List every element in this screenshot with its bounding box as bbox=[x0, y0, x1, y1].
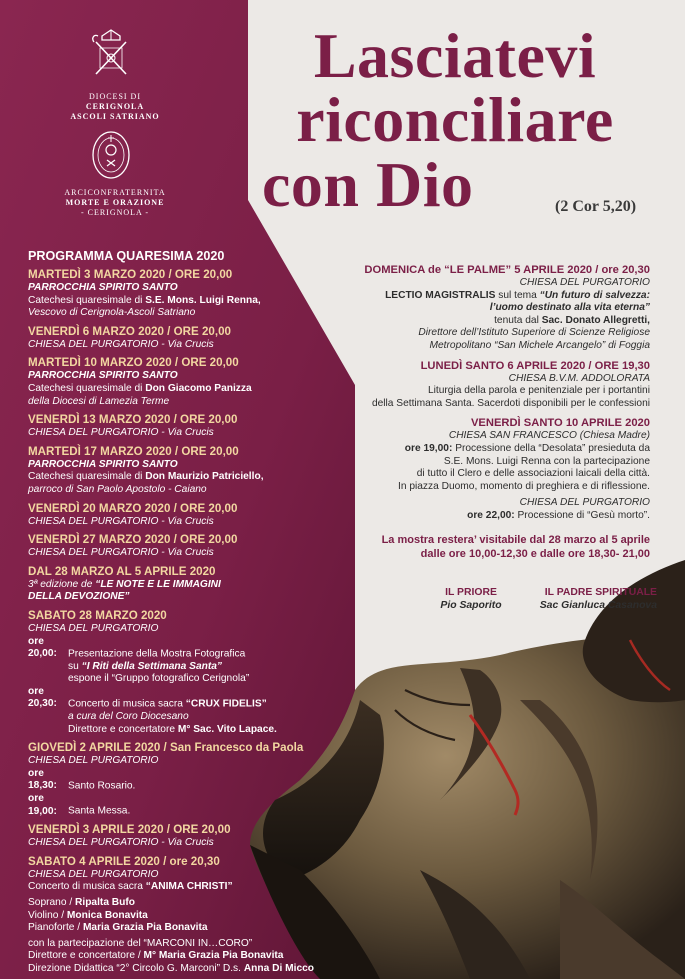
event-line: “Un futuro di salvezza: bbox=[539, 289, 650, 301]
event-line: Presentazione della Mostra Fotografica bbox=[68, 648, 246, 660]
event-line: di tutto il Clero e delle associazioni laicali della città. bbox=[416, 468, 650, 480]
event-line: Processione della “Desolata” presieduta da bbox=[452, 442, 650, 454]
event-2 bbox=[28, 325, 328, 352]
event-line: Santo Rosario. bbox=[68, 780, 136, 792]
event-line: S.E. Mons. Luigi Renna con la partecipazione bbox=[443, 455, 650, 467]
event-line: Direttore e concertatore / bbox=[28, 950, 144, 962]
event-speaker: Don Maurizio Patriciello, bbox=[145, 471, 264, 483]
event-12 bbox=[28, 855, 328, 976]
event-title-1: “LE NOTE E LE IMMAGINI bbox=[95, 578, 221, 590]
event-line: Concerto di musica sacra bbox=[28, 881, 146, 893]
event-date: DOMENICA de “LE PALME” 5 APRILE 2020 / ore 20,30 bbox=[364, 264, 650, 276]
event-date: VENERDÌ 27 MARZO 2020 / ORE 20,00 bbox=[28, 533, 238, 547]
episcopal-coat-of-arms-icon bbox=[88, 28, 134, 82]
event-line: sul tema bbox=[495, 289, 540, 301]
event-time: ore 22,00: bbox=[467, 509, 515, 521]
event-line: Processione di “Gesù morto”. bbox=[514, 509, 650, 521]
event-venue: CHIESA DEL PURGATORIO - Via Crucis bbox=[28, 515, 214, 527]
signature-role: IL PADRE SPIRITUALE bbox=[544, 587, 657, 598]
event-date: MARTEDÌ 17 MARZO 2020 / ORE 20,00 bbox=[28, 444, 239, 458]
event-date: VENERDÌ 20 MARZO 2020 / ORE 20,00 bbox=[28, 501, 238, 515]
confraternity-line-1: ARCICONFRATERNITA bbox=[64, 188, 166, 197]
event-4 bbox=[28, 413, 328, 440]
event-venue: PARROCCHIA SPIRITO SANTO bbox=[28, 282, 178, 293]
event-time: ore 19,00: bbox=[28, 793, 57, 817]
event-line: “I Riti della Settimana Santa” bbox=[81, 660, 222, 672]
event-line: Anna Di Micco bbox=[243, 962, 315, 974]
confraternity-line-3: - CERIGNOLA - bbox=[80, 208, 150, 217]
event-venue: CHIESA DEL PURGATORIO bbox=[519, 277, 650, 288]
event-date: MARTEDÌ 10 MARZO 2020 / ORE 20,00 bbox=[28, 356, 239, 370]
event-5 bbox=[28, 445, 328, 497]
event-date: LUNEDÌ SANTO 6 APRILE 2020 / ORE 19,30 bbox=[420, 359, 650, 372]
signature-spiritual-father bbox=[527, 586, 657, 612]
event-line: Direttore dell’Istituto Superiore di Scienze Religiose bbox=[418, 327, 650, 339]
confraternity-line-2: MORTE E ORAZIONE bbox=[65, 198, 165, 207]
event-line: Metropolitano “San Michele Arcangelo” di Foggia bbox=[429, 339, 650, 351]
event-date: GIOVEDÌ 2 APRILE 2020 / San Francesco da Paola bbox=[28, 741, 304, 755]
event-line: su bbox=[68, 660, 82, 672]
diocese-line-3: ASCOLI SATRIANO bbox=[70, 112, 160, 121]
event-line: M° Maria Grazia Pia Bonavita bbox=[143, 950, 284, 962]
event-venue: CHIESA DEL PURGATORIO bbox=[28, 868, 159, 880]
event-line: Direttore e concertatore bbox=[68, 723, 178, 735]
event-line: della Settimana Santa. Sacerdoti disponibili per le confessioni bbox=[371, 397, 650, 409]
event-venue: PARROCCHIA SPIRITO SANTO bbox=[28, 458, 178, 470]
event-8 bbox=[28, 565, 328, 604]
event-venue: CHIESA DEL PURGATORIO - Via Crucis bbox=[28, 427, 214, 439]
diocese-label bbox=[60, 92, 170, 122]
event-date: SABATO 28 MARZO 2020 bbox=[28, 608, 167, 622]
event-line: Liturgia della parola e penitenziale per i portantini bbox=[427, 385, 650, 397]
event-line: Monica Bonavita bbox=[66, 909, 148, 921]
event-6 bbox=[28, 502, 328, 529]
event-text: Catechesi quaresimale di bbox=[28, 471, 146, 483]
signatures bbox=[435, 586, 655, 618]
event-venue: CHIESA DEL PURGATORIO - Via Crucis bbox=[28, 338, 214, 350]
event-line: Concerto di musica sacra bbox=[68, 698, 186, 710]
event-10 bbox=[28, 741, 328, 818]
event-line: con la partecipazione del “MARCONI IN…CORO” bbox=[28, 937, 253, 949]
event-line: l’uomo destinato alla vita eterna” bbox=[489, 302, 650, 314]
event-venue: CHIESA DEL PURGATORIO bbox=[28, 755, 159, 767]
event-speaker-role: Vescovo di Cerignola-Ascoli Satriano bbox=[28, 307, 196, 319]
confraternity-label bbox=[55, 188, 175, 218]
event-line: “CRUX FIDELIS” bbox=[185, 698, 267, 710]
event-1 bbox=[28, 268, 328, 320]
program-heading: PROGRAMMA QUARESIMA 2020 bbox=[28, 249, 225, 263]
event-line: Sac. Donato Allegretti, bbox=[541, 314, 650, 326]
event-venue: CHIESA B.V.M. ADDOLORATA bbox=[508, 372, 650, 384]
event-venue-2: CHIESA DEL PURGATORIO bbox=[519, 497, 650, 509]
title-line-3: con Dio bbox=[262, 149, 474, 220]
diocese-line-1: DIOCESI DI bbox=[89, 92, 141, 101]
right-event-2 bbox=[330, 359, 650, 411]
confraternity-seal-icon bbox=[90, 130, 132, 180]
signature-prior bbox=[435, 586, 507, 612]
event-speaker-role: della Diocesi di Lamezia Terme bbox=[28, 395, 170, 407]
signature-role: IL PRIORE bbox=[445, 587, 497, 598]
title-line-1: Lasciatevi bbox=[313, 20, 597, 91]
exhibit-line-2: dalle ore 10,00-12,30 e dalle ore 18,30- 21,00 bbox=[420, 547, 650, 560]
event-venue: CHIESA DEL PURGATORIO bbox=[28, 622, 159, 634]
event-date: SABATO 4 APRILE 2020 / ore 20,30 bbox=[28, 854, 220, 868]
event-line: Maria Grazia Pia Bonavita bbox=[82, 922, 208, 934]
title-line-2: riconciliare bbox=[296, 84, 614, 155]
exhibit-line-1: La mostra restera’ visitabile dal 28 marzo al 5 aprile bbox=[381, 533, 650, 546]
event-date: VENERDÌ 13 MARZO 2020 / ORE 20,00 bbox=[28, 413, 238, 427]
event-speaker: Don Giacomo Panizza bbox=[145, 382, 252, 394]
event-line: Violino / bbox=[28, 909, 67, 921]
diocese-line-2: CERIGNOLA bbox=[85, 102, 145, 111]
event-venue: CHIESA SAN FRANCESCO (Chiesa Madre) bbox=[448, 430, 650, 442]
event-date: MARTEDÌ 3 MARZO 2020 / ORE 20,00 bbox=[28, 268, 233, 281]
event-venue: PARROCCHIA SPIRITO SANTO bbox=[28, 370, 178, 382]
right-event-1 bbox=[330, 263, 650, 353]
event-line: Ripalta Bufo bbox=[75, 897, 136, 908]
event-date: VENERDÌ 6 MARZO 2020 / ORE 20,00 bbox=[28, 324, 231, 338]
event-line: LECTIO MAGISTRALIS bbox=[385, 289, 496, 301]
signature-name: Pio Saporito bbox=[440, 600, 502, 611]
event-speaker-role: parroco di San Paolo Apostolo - Caiano bbox=[28, 483, 207, 495]
event-venue: CHIESA DEL PURGATORIO - Via Crucis bbox=[28, 547, 214, 559]
event-text: Catechesi quaresimale di bbox=[28, 382, 146, 394]
event-venue: CHIESA DEL PURGATORIO - Via Crucis bbox=[28, 837, 214, 849]
event-line: Direzione Didattica “2° Circolo G. Marconi” D.s. bbox=[28, 962, 244, 974]
event-date: VENERDÌ SANTO 10 APRILE 2020 bbox=[470, 417, 650, 430]
event-line: Pianoforte / bbox=[28, 922, 83, 934]
event-line: M° Sac. Vito Lapace. bbox=[177, 723, 277, 735]
exhibit-note bbox=[330, 533, 650, 561]
signature-name: Sac Gianluca Casanova bbox=[539, 600, 657, 611]
event-7 bbox=[28, 533, 328, 560]
right-event-3 bbox=[330, 416, 650, 522]
program-column bbox=[28, 248, 328, 976]
event-line: Soprano / bbox=[28, 897, 76, 908]
event-title-2: DELLA DEVOZIONE” bbox=[28, 591, 130, 603]
event-line: “ANIMA CHRISTI” bbox=[145, 881, 233, 893]
event-line: In piazza Duomo, momento di preghiera e di riflessione. bbox=[398, 480, 650, 492]
event-edition: 3ª edizione de bbox=[28, 578, 96, 590]
event-speaker: S.E. Mons. Luigi Renna, bbox=[145, 294, 261, 306]
event-line: espone il “Gruppo fotografico Cerignola” bbox=[68, 673, 250, 685]
title-citation: (2 Cor 5,20) bbox=[555, 198, 637, 215]
event-line: tenuta dal bbox=[494, 314, 542, 326]
event-time: ore 19,00: bbox=[404, 442, 453, 454]
event-date: VENERDÌ 3 APRILE 2020 / ORE 20,00 bbox=[28, 823, 231, 837]
event-time: ore 20,30: bbox=[28, 685, 57, 710]
event-9 bbox=[28, 609, 328, 736]
event-date: DAL 28 MARZO AL 5 APRILE 2020 bbox=[28, 564, 216, 578]
event-time: ore 18,30: bbox=[28, 767, 57, 792]
event-line: a cura del Coro Diocesano bbox=[68, 711, 189, 723]
event-3 bbox=[28, 356, 328, 408]
event-time: ore 20,00: bbox=[28, 635, 57, 660]
event-line: Santa Messa. bbox=[68, 805, 131, 817]
event-text: Catechesi quaresimale di bbox=[28, 294, 146, 306]
event-11 bbox=[28, 823, 328, 850]
right-column bbox=[330, 263, 650, 581]
